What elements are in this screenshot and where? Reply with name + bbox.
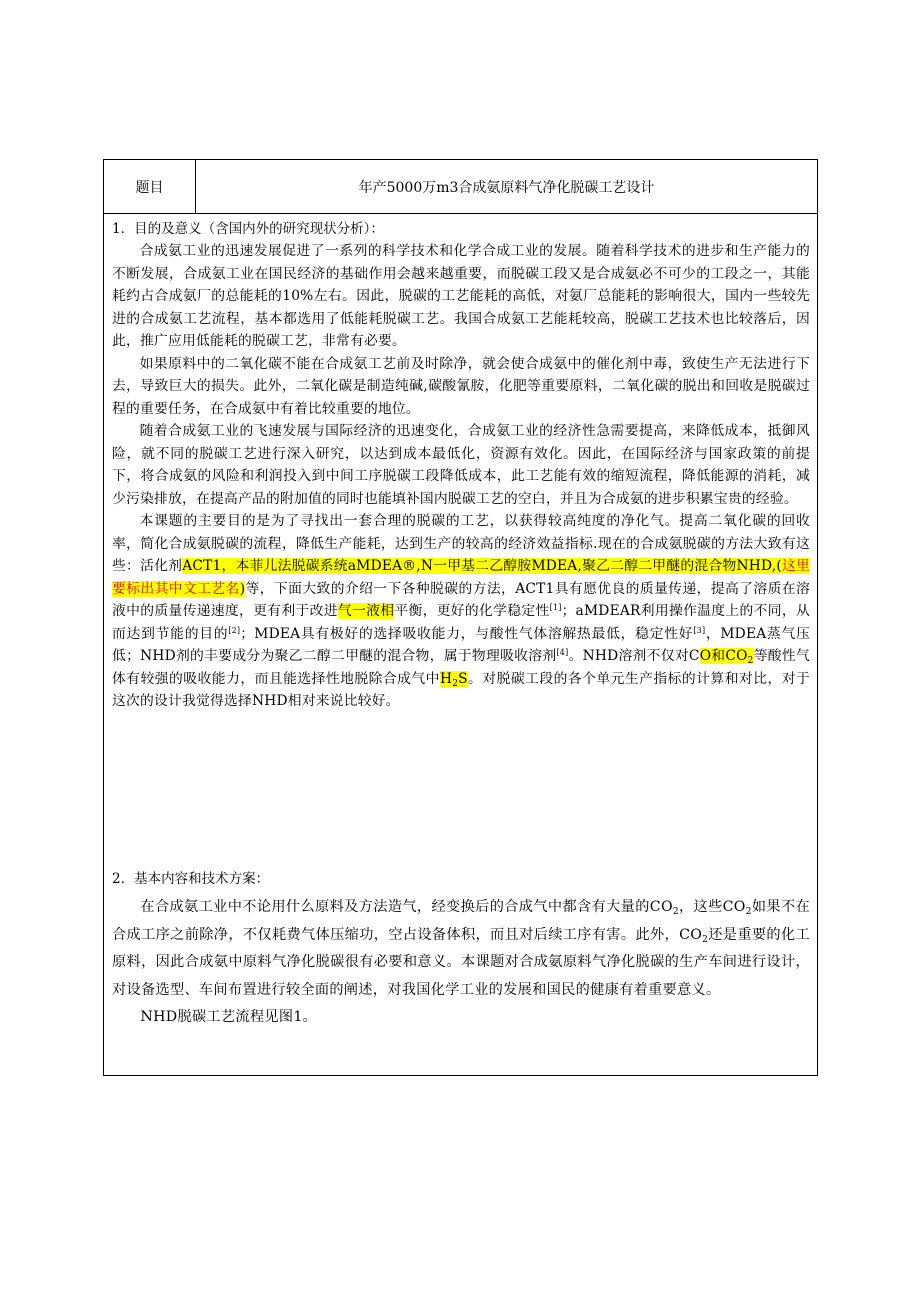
ref-2: [2] [228,625,241,635]
p4-text-a: 本课题的主要目的是为了寻找出一套合理的脱碳的工艺，以获得较高纯度的净化气。提高二氧化碳的回收率，简化合成氨脱碳的流程，降低生产能耗，达到生产的较高的经济效益指标.现在的合成氨脱碳的方法大致有这些：活化剂 [112,513,810,574]
title-label: 题目 [104,160,196,213]
section-2 [112,868,810,1032]
p4-text-f: ，MDEA蒸气压低；NHD剂的丰要成分为聚乙二醇二甲醚的混合物，属于物理吸收溶剂 [112,625,810,664]
s2-text-b: ，这些CO [678,899,746,915]
paragraph-1: 合成氨工业的迅速发展促进了一系列的科学技术和化学合成工业的发展。随着科学技术的进步和生产能力的不断发展，合成氨工业在国民经济的基础作用会越来越重要，而脱碳工段又是合成氨必不可少的工段之一，其能耗约占合成氨厂的总能耗的10%左右。因此，脱碳的工艺能耗的高低，对氨厂总能耗的影响很大，国内一些较先进的合成氨工艺流程，基本都选用了低能耗脱碳工艺。我国合成氨工艺能耗较高，脱碳工艺技术也比较落后，因此，推广应用低能耗的脱碳工艺，非常有必要。 [112,243,810,349]
p4-text-b: 等，下面大致的介绍一下各种脱碳的方法，ACT1具有愿优良的质量传递，提高了溶质在溶液中的质量传递速度，更有利于改进 [112,580,810,619]
red-note: 这里要标出其中文工艺名 [112,558,811,597]
paragraph-2: 如果原料中的二氧化碳不能在合成氨工艺前及时除净，就会使合成氨中的催化剂中毒，致使生产无法进行下去，导致巨大的损失。此外，二氧化碳是制造纯碱,碳酸氰胺，化肥等重要原料，二氧化碳的脱出和回收是脱碳过程的重要任务，在合成氨中有着比较重要的地位。 [112,355,810,417]
section-2-heading: 2．基本内容和技术方案： [112,871,270,887]
section-2-paragraph-2: NHD脱碳工艺流程见图1。 [140,1009,318,1025]
paragraph-3: 随着合成氨工业的飞速发展与国际经济的迅速变化，合成氨工业的经济性急需要提高，来降低成本，抵御风险，就不同的脱碳工艺进行深入研究，以达到成本最低化，资源有效化。因此，在国际经济与国家政策的前提下，将合成氨的风险和利润投入到中间工序脱碳工段降低成本，此工艺能有效的缩短流程，降低能源的消耗，减少污染排放，在提高产品的附加值的同时也能填补国内脱碳工艺的空白，并且为合成氨的进步积累宝贵的经验。 [112,423,810,507]
h2s-subscript: 2 [452,678,459,689]
highlight-co-co2 [700,648,754,664]
ref-3: [3] [693,625,706,635]
p4-text-c: 平衡，更好的化学稳定性 [394,603,550,619]
h2s-h: H [439,670,453,687]
ref-1: [1] [549,603,562,612]
proposal-table [103,159,818,1076]
title-row [104,160,817,214]
co2-sub-3: 2 [702,934,709,945]
section-1-heading: 1．目的及意义（含国内外的研究现状分析）： [112,221,384,237]
highlight-gas-liquid: 气一液相 [337,603,395,619]
p4-text-g: 。NHD溶剂不仅对C [568,648,700,664]
ref-4: [4] [556,648,569,657]
s2-text-c: 如果不在合成工序之前除净，不仅耗费气体压缩功，空占设备体积，而且对后续工序有害。此外，CO [112,899,810,943]
section-2-paragraph-1 [112,894,810,1004]
p4-text-e: ；MDEA具有极好的选择吸收能力，与酸性气体溶解热最低，稳定性好 [240,625,694,642]
co2-sub-1: 2 [672,907,679,917]
highlight-h2s [440,671,468,687]
co2-subscript: 2 [747,656,754,666]
section-1 [112,218,810,713]
co-co2-text: O和CO [699,648,748,664]
methods-text: ACT1，本菲儿法脱碳系统aMDEA®,N一甲基二乙醇胺MDEA,聚乙二醇二甲醚的混合物NHD,( [182,558,782,574]
p4-text-h: 等酸性气体有较强的吸收能力，而且能选择性地脱除合成气中 [112,648,810,687]
co2-sub-2: 2 [745,907,752,917]
h2s-s: S [458,670,468,687]
s2-text-a: 在合成氨工业中不论用什么原料及方法造气，经变换后的合成气中都含有大量的CO [140,899,673,915]
s2-text-d: 还是重要的化工原料，因此合成氨中原料气净化脱碳很有必要和意义。本课题对合成氨原料气净化脱碳的生产车间进行设计，对设备选型、车间布置进行较全面的阐述，对我国化学工业的发展和国民的健康有着重要意义。 [112,926,810,998]
methods-close: ) [239,580,246,597]
paragraph-4 [112,510,810,713]
p4-text-i: 。对脱碳工段的各个单元生产指标的计算和对比，对于这次的设计我觉得选择NHD相对来说比较好。 [112,670,810,709]
project-title: 年产5000万m3合成氨原料气净化脱碳工艺设计 [358,179,655,196]
p4-text-d: ；aMDEAR利用操作温度上的不同，从而达到节能的目的 [112,603,810,642]
